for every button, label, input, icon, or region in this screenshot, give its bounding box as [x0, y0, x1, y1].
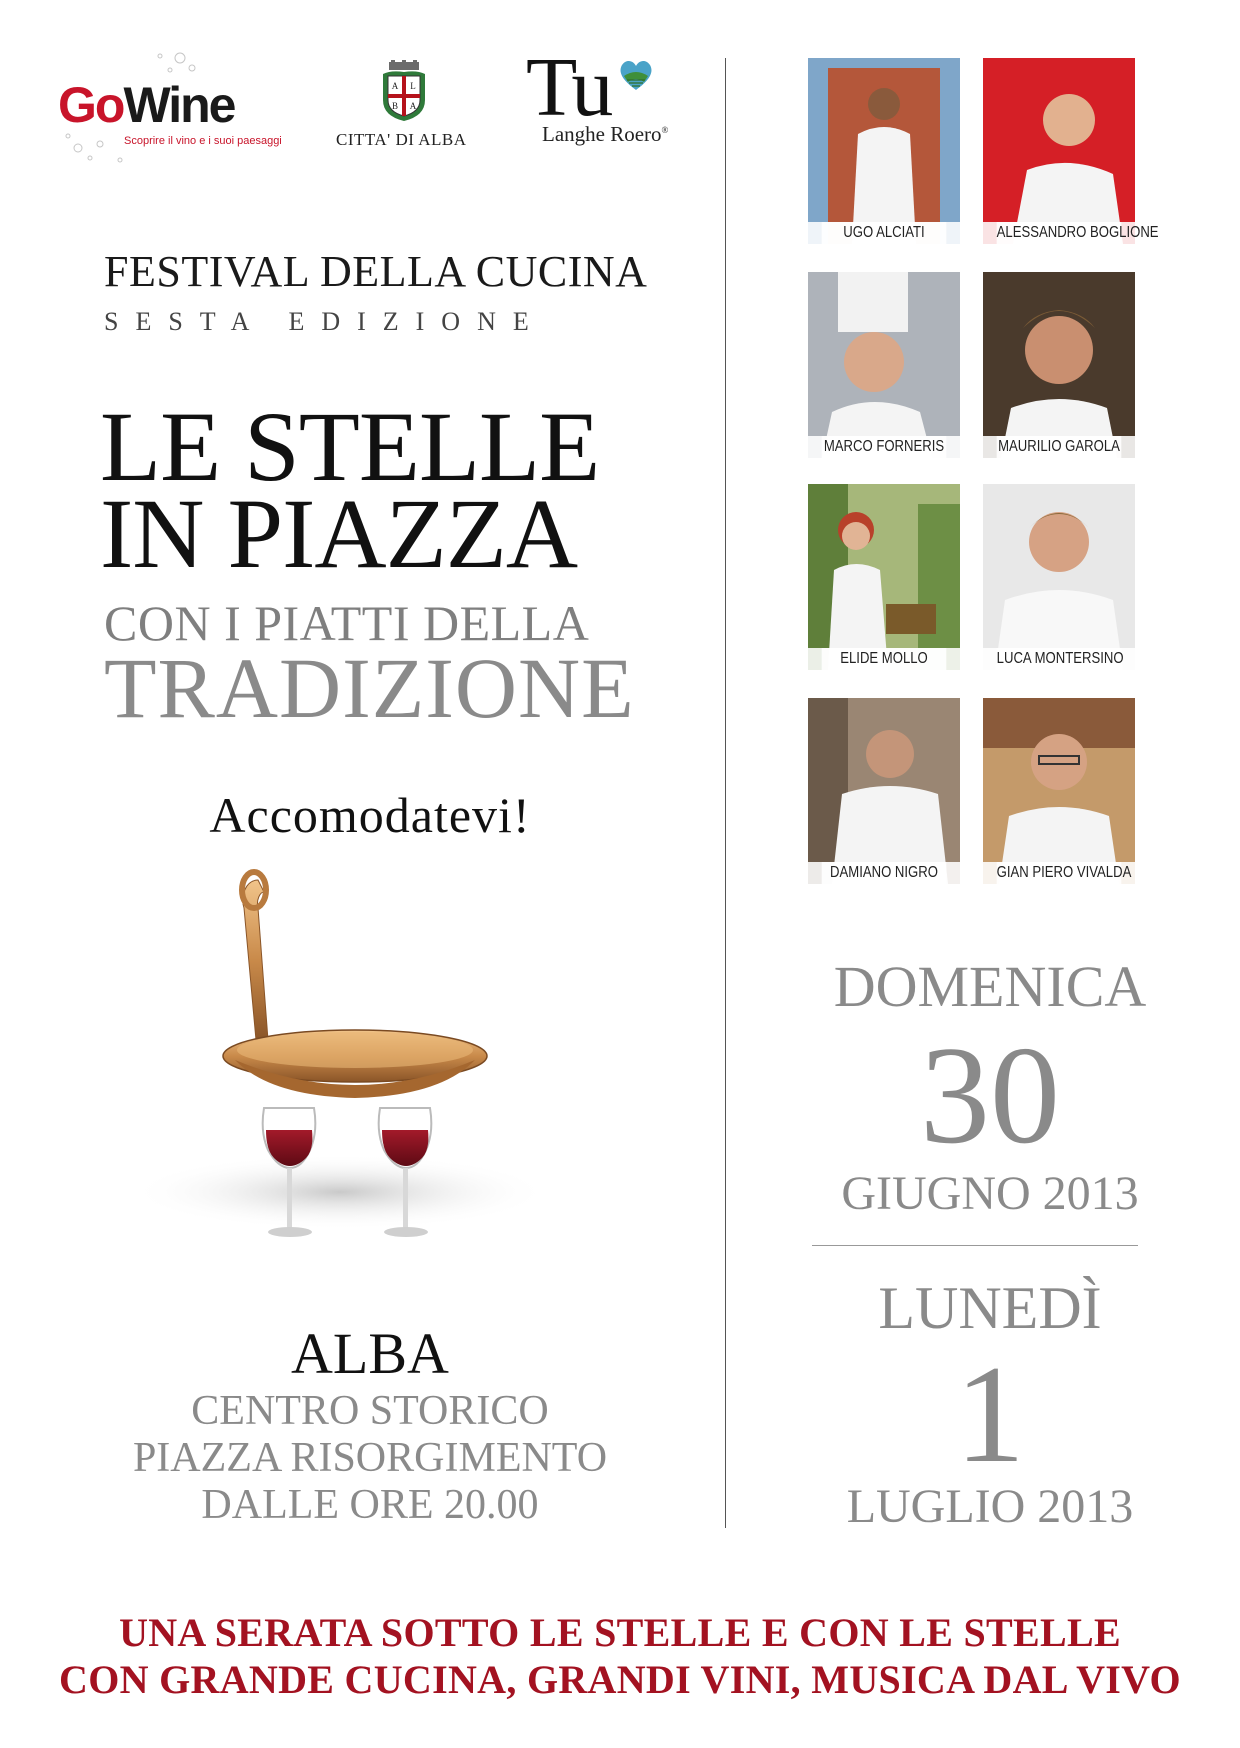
chef-photo-alessandro-boglione [983, 58, 1159, 244]
crest-letter-a: A [391, 81, 399, 91]
date-1-day: 30 [920, 1018, 1060, 1173]
registered-mark: ® [661, 125, 669, 135]
footer-line-2: CON GRANDE CUCINA, GRANDI VINI, MUSICA DAL VIVO [59, 1657, 1181, 1702]
chef-portrait-image [808, 272, 960, 458]
chef-portrait-image [808, 484, 960, 670]
chef-name-tag [983, 436, 1135, 458]
chef-name-tag [808, 222, 960, 244]
chef-portrait-image [808, 58, 960, 244]
invite-text: Accomodatevi! [209, 787, 531, 843]
alba-crest-icon [381, 60, 427, 122]
chef-name: ELIDE MOLLO [822, 648, 947, 670]
gowine-logo-go: Go [58, 77, 124, 133]
chef-name-tag [808, 436, 960, 458]
gowine-logo [58, 77, 235, 133]
chef-name: DAMIANO NIGRO [822, 862, 947, 884]
chef-name-tag [983, 222, 1159, 244]
chef-photo-marco-forneris [808, 272, 960, 458]
chef-name: UGO ALCIATI [822, 222, 947, 244]
footer-line-1: UNA SERATA SOTTO LE STELLE E CON LE STELLE [119, 1610, 1121, 1655]
date-1-weekday: DOMENICA [833, 954, 1147, 1019]
chef-photo-elide-mollo [808, 484, 960, 670]
chef-name-tag [983, 648, 1135, 670]
crest-letter-b: B [391, 101, 399, 111]
chef-name: MARCO FORNERIS [822, 436, 947, 458]
date-1-month: GIUGNO 2013 [841, 1167, 1139, 1220]
chef-portrait-image [983, 58, 1135, 244]
chef-photo-damiano-nigro [808, 698, 960, 884]
location-line-3: DALLE ORE 20.00 [201, 1482, 539, 1528]
chef-photo-maurilio-garola [983, 272, 1135, 458]
chef-name: MAURILIO GAROLA [997, 436, 1122, 458]
chef-name-tag [808, 648, 960, 670]
chef-name: GIAN PIERO VIVALDA [997, 862, 1122, 884]
heart-vineyard-icon [618, 58, 654, 92]
crest-letter-l: L [410, 81, 416, 91]
gowine-tagline: Scoprire il vino e i suoi paesaggi [124, 135, 282, 147]
edition-label: SESTA EDIZIONE [104, 307, 546, 336]
headline-line-2: IN PIAZZA [100, 478, 578, 589]
chef-portrait-image [983, 698, 1135, 884]
chef-portrait-image [808, 698, 960, 884]
chef-portrait-image [983, 484, 1135, 670]
chef-photo-ugo-alciati [808, 58, 960, 244]
location-line-2: PIAZZA RISORGIMENTO [132, 1435, 608, 1481]
subtitle-line-2: TRADIZIONE [104, 640, 635, 736]
column-divider [725, 58, 726, 1528]
gowine-logo-wine: Wine [123, 77, 235, 133]
subtitle-line-1: CON I PIATTI DELLA [104, 595, 590, 651]
date-2-weekday: LUNEDÌ [878, 1275, 1102, 1341]
langhe-roero-text: Langhe Roero [542, 122, 662, 146]
festival-title: FESTIVAL DELLA CUCINA [104, 247, 648, 296]
location-city: ALBA [291, 1321, 449, 1386]
chef-name-tag [983, 862, 1135, 884]
date-2-month: LUGLIO 2013 [846, 1480, 1134, 1533]
date-separator [812, 1245, 1138, 1246]
chef-name: ALESSANDRO BOGLIONE [997, 222, 1122, 244]
citta-di-alba-label: CITTA' DI ALBA [336, 130, 467, 149]
pan-wine-glasses-illustration [140, 860, 610, 1270]
headline-line-1: LE STELLE [100, 391, 600, 502]
chef-photo-gian-piero-vivalda [983, 698, 1135, 884]
langhe-roero-label [542, 122, 668, 147]
location-line-1: CENTRO STORICO [191, 1388, 549, 1434]
crest-letter-a2: A [409, 101, 417, 111]
chef-name-tag [808, 862, 960, 884]
date-2-day: 1 [955, 1337, 1025, 1492]
chef-name: LUCA MONTERSINO [997, 648, 1122, 670]
tu-logo: Tu [526, 41, 611, 134]
chef-portrait-image [983, 272, 1135, 458]
chef-photo-luca-montersino [983, 484, 1135, 670]
